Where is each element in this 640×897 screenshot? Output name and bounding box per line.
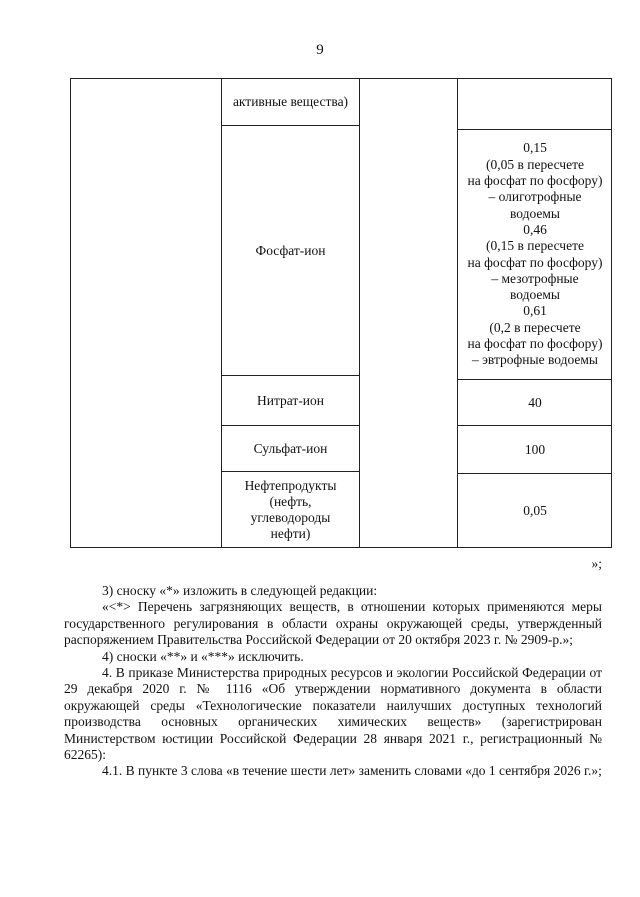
paragraph-item-4-1: 4.1. В пункте 3 слова «в течение шести лет» заменить словами «до 1 сентября 2026 г.»; bbox=[102, 763, 602, 779]
value-line: 0,61 bbox=[523, 303, 547, 319]
value-line: 0,46 bbox=[523, 221, 547, 237]
table-cell-substance bbox=[222, 79, 359, 125]
table-cell-value bbox=[458, 79, 612, 129]
substance-line: Фосфат-ион bbox=[255, 242, 326, 258]
value-line: (0,2 в пересчете bbox=[489, 319, 581, 335]
value-line: на фосфат по фосфору) bbox=[467, 335, 603, 351]
table-cell-substance bbox=[222, 472, 359, 548]
paragraph-footnote-3: 3) сноску «*» изложить в следующей редакции: bbox=[102, 583, 378, 598]
substance-line: (нефть, bbox=[269, 494, 312, 509]
value-line: водоемы bbox=[509, 205, 561, 221]
pollutant-table bbox=[70, 78, 612, 548]
substance-line: активные вещества) bbox=[232, 94, 349, 109]
table-cell-value bbox=[458, 130, 612, 379]
value-line: – олиготрофные bbox=[488, 189, 582, 205]
value-line: (0,15 в пересчете bbox=[486, 238, 584, 254]
value-line: – мезотрофные bbox=[491, 270, 579, 286]
table-cell-substance bbox=[222, 376, 359, 425]
paragraph-footnote-text: «<*> Перечень загрязняющих веществ, в отношении которых применяются меры государственного регулирования в области охраны окружающей среды, утвержденный распоряжением Правительства Российской Федерации от 20 октября 2023 г. № 2909-р.»; bbox=[64, 599, 602, 648]
substance-line: Нефтепродукты bbox=[244, 478, 337, 493]
paragraph-item-4: 4. В приказе Министерства природных ресурсов и экологии Российской Федерации от 29 декабря 2020 г. № 1116 «Об утверждении нормативного документа в области окружающей среды «Технологические показатели наилучших доступных технологий производства основных органических химических веществ» (зарегистрирован Министерством юстиции Российской Федерации 28 января 2021 г., регистрационный № 62265): bbox=[64, 665, 602, 763]
substance-line: Нитрат-ион bbox=[256, 392, 325, 408]
value-line: водоемы bbox=[509, 287, 561, 303]
table-cell-substance bbox=[222, 126, 359, 375]
substance-line: Сульфат-ион bbox=[253, 440, 328, 456]
quote-close: »; bbox=[591, 556, 602, 571]
value-line: – эвтрофные водоемы bbox=[472, 352, 598, 368]
substance-line: углеводороды bbox=[250, 510, 331, 525]
table-cell-value bbox=[458, 474, 612, 548]
paragraph-footnote-4: 4) сноски «**» и «***» исключить. bbox=[102, 648, 304, 664]
value-line: на фосфат по фосфору) bbox=[467, 254, 603, 270]
value-line: на фосфат по фосфору) bbox=[467, 173, 603, 189]
table-cell-substance bbox=[222, 426, 359, 471]
document-body bbox=[64, 583, 602, 780]
value-line: 100 bbox=[524, 441, 546, 457]
substance-line: нефти) bbox=[270, 526, 311, 541]
table-cell-value bbox=[458, 380, 612, 425]
value-line: 0,15 bbox=[523, 140, 547, 156]
value-line: 0,05 bbox=[523, 503, 547, 518]
page-number: 9 bbox=[316, 42, 324, 58]
value-line: (0,05 в пересчете bbox=[486, 156, 584, 172]
table-cell-value bbox=[458, 426, 612, 473]
value-line: 40 bbox=[528, 394, 542, 410]
